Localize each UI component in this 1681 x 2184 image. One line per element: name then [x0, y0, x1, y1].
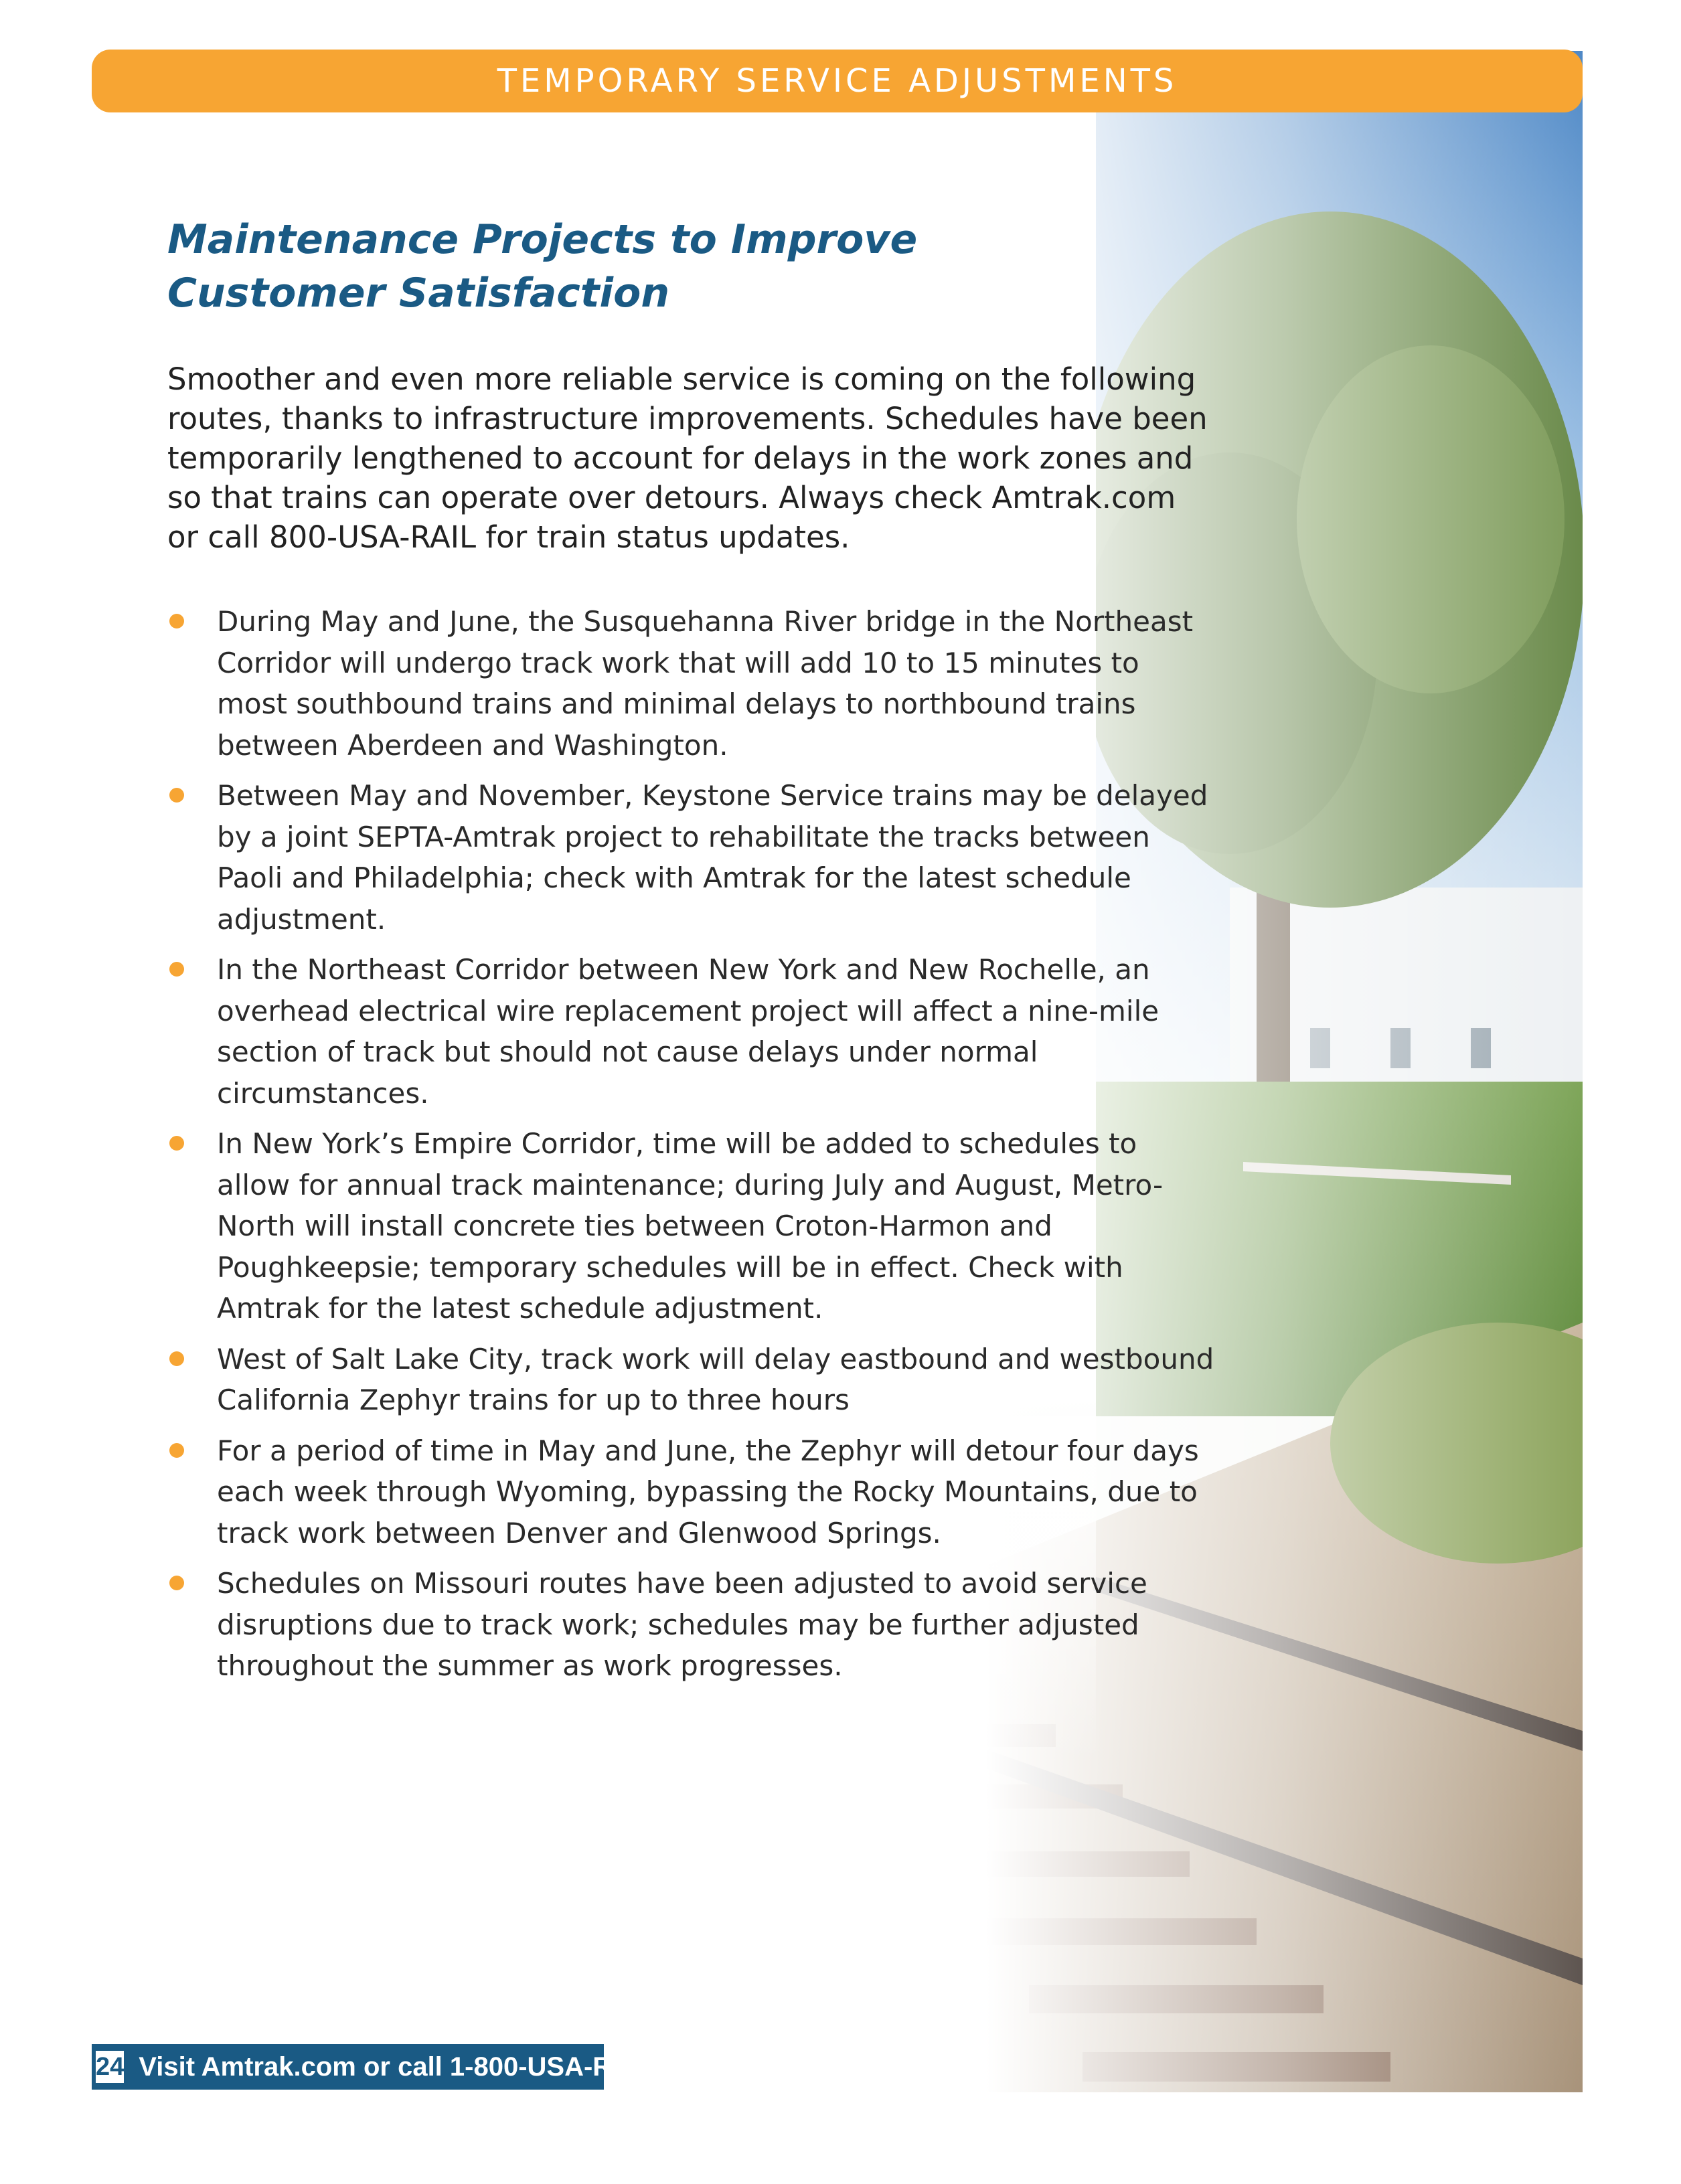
bullet-line: by a joint SEPTA-Amtrak project to rehabilitate the tracks between	[217, 820, 1150, 853]
list-item	[167, 949, 1305, 1114]
bullet-line: Paoli and Philadelphia; check with Amtrak for the latest schedule	[217, 861, 1131, 894]
page-number: 24	[96, 2051, 124, 2083]
footer-bar	[92, 2044, 655, 2090]
bullet-dot-icon	[169, 962, 184, 977]
intro-line: routes, thanks to infrastructure improvements. Schedules have been	[167, 401, 1208, 436]
bullet-line: For a period of time in May and June, the Zephyr will detour four days	[217, 1434, 1199, 1467]
bullet-line: Poughkeepsie; temporary schedules will be in effect. Check with	[217, 1250, 1123, 1284]
list-item	[167, 1123, 1305, 1329]
bullet-dot-icon	[169, 1576, 184, 1590]
bullet-dot-icon	[169, 614, 184, 628]
bullet-line: allow for annual track maintenance; during July and August, Metro-	[217, 1168, 1164, 1201]
intro-line: Smoother and even more reliable service is coming on the following	[167, 361, 1196, 397]
intro-line: temporarily lengthened to account for delays in the work zones and	[167, 440, 1194, 476]
bullet-line: circumstances.	[217, 1076, 429, 1110]
footer-contact-text: Visit Amtrak.com or call 1-800-USA-RAIL	[139, 2051, 655, 2082]
bullet-dot-icon	[169, 1351, 184, 1366]
bullet-line: In the Northeast Corridor between New York and New Rochelle, an	[217, 953, 1150, 986]
list-item	[167, 1563, 1305, 1687]
page-title-line: Customer Satisfaction	[167, 270, 670, 317]
list-item	[167, 1430, 1305, 1554]
section-header-title: TEMPORARY SERVICE ADJUSTMENTS	[497, 62, 1178, 100]
intro-line: so that trains can operate over detours. Always check Amtrak.com	[167, 480, 1176, 515]
section-header-bar	[92, 50, 1583, 112]
list-item	[167, 775, 1305, 940]
bullet-dot-icon	[169, 1443, 184, 1458]
bullet-line: adjustment.	[217, 902, 386, 936]
bullet-line: Amtrak for the latest schedule adjustment.	[217, 1292, 823, 1325]
bullet-line: Schedules on Missouri routes have been adjusted to avoid service	[217, 1567, 1147, 1600]
bullet-line: section of track but should not cause delays under normal	[217, 1035, 1038, 1068]
list-item	[167, 1339, 1305, 1421]
bullet-line: During May and June, the Susquehanna River bridge in the Northeast	[217, 605, 1194, 638]
bullet-line: track work between Denver and Glenwood Springs.	[217, 1516, 941, 1549]
bullet-line: each week through Wyoming, bypassing the Rocky Mountains, due to	[217, 1475, 1198, 1508]
list-item	[167, 601, 1305, 766]
bullet-line: overhead electrical wire replacement project will affect a nine-mile	[217, 994, 1159, 1027]
bullet-line: throughout the summer as work progresses.	[217, 1649, 843, 1682]
bullet-line: North will install concrete ties between Croton-Harmon and	[217, 1209, 1052, 1242]
bullet-line: disruptions due to track work; schedules may be further adjusted	[217, 1608, 1139, 1641]
page-title	[167, 213, 971, 320]
intro-paragraph	[167, 359, 1238, 557]
bullet-line: West of Salt Lake City, track work will delay eastbound and westbound	[217, 1342, 1214, 1375]
bullet-line: California Zephyr trains for up to three hours	[217, 1383, 850, 1416]
bullet-line: In New York’s Empire Corridor, time will be added to schedules to	[217, 1127, 1137, 1160]
bullet-line: between Aberdeen and Washington.	[217, 728, 728, 762]
bullet-dot-icon	[169, 1136, 184, 1151]
bullet-line: most southbound trains and minimal delays to northbound trains	[217, 687, 1136, 720]
intro-line: or call 800-USA-RAIL for train status updates.	[167, 519, 850, 555]
bullet-dot-icon	[169, 788, 184, 803]
bullet-line: Between May and November, Keystone Service trains may be delayed	[217, 779, 1208, 812]
bullet-line: Corridor will undergo track work that will add 10 to 15 minutes to	[217, 646, 1139, 679]
page-title-line: Maintenance Projects to Improve	[167, 216, 918, 263]
bullet-list	[167, 601, 1305, 1696]
